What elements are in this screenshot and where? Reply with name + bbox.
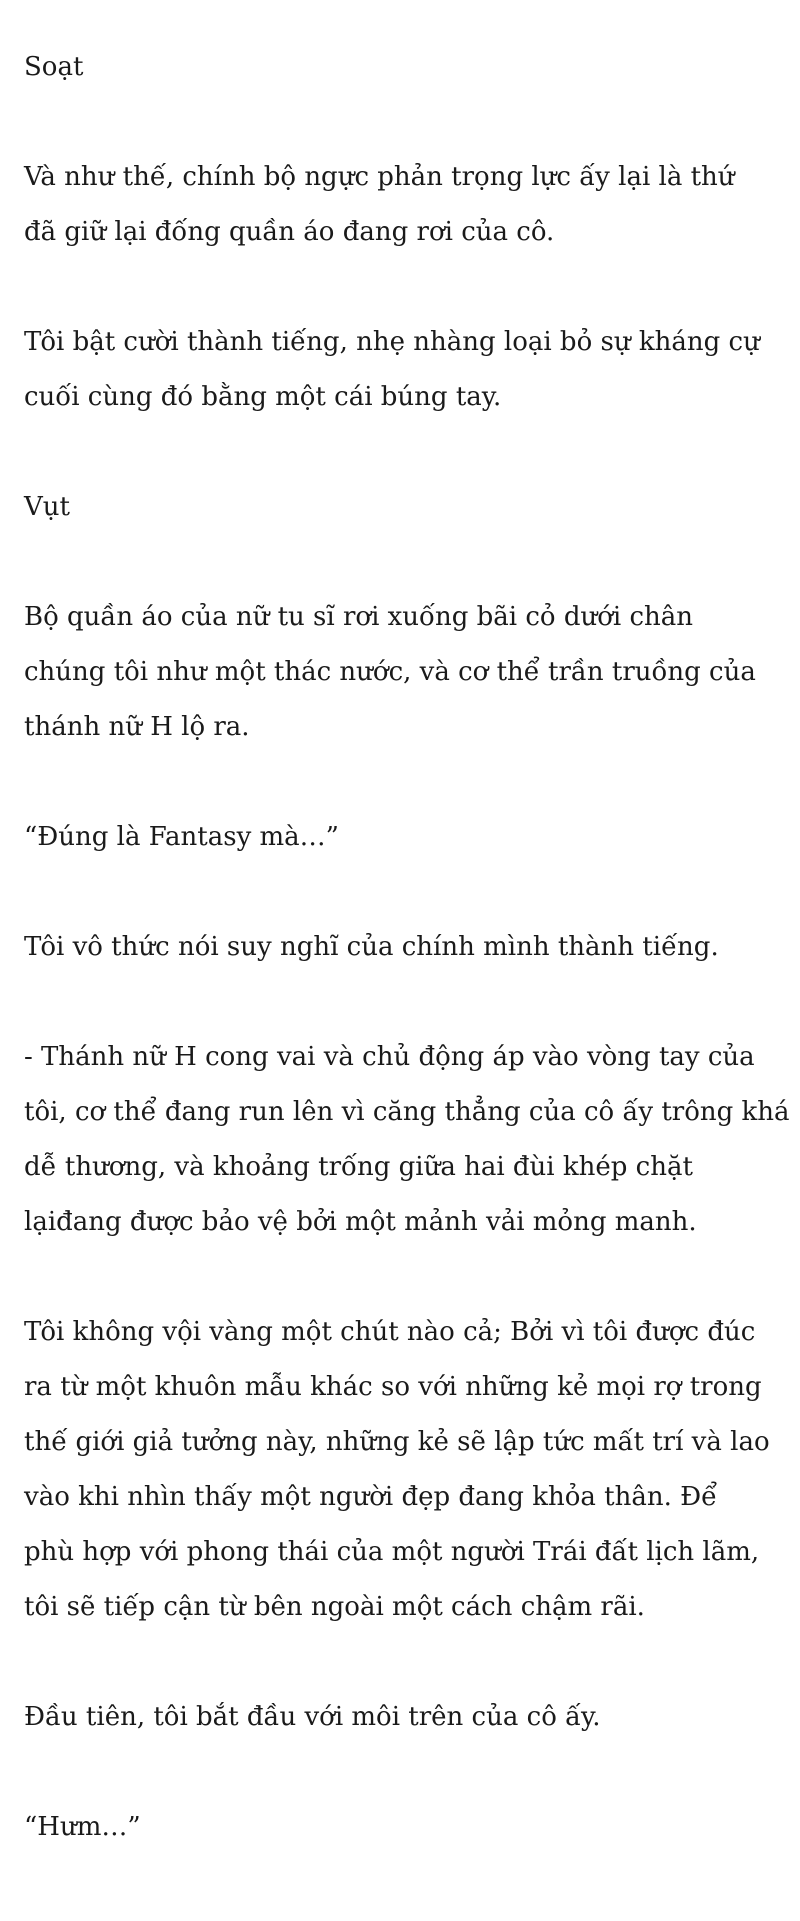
text-line: Vụt: [24, 492, 70, 522]
text-line: dễ thương, và khoảng trống giữa hai đùi khép chặt: [24, 1152, 693, 1182]
text-line: cuối cùng đó bằng một cái búng tay.: [24, 382, 502, 412]
paragraph-10: [24, 1690, 776, 1745]
text-line: ra từ một khuôn mẫu khác so với những kẻ mọi rợ trong: [24, 1372, 762, 1402]
text-line: Tôi vô thức nói suy nghĩ của chính mình thành tiếng.: [24, 932, 719, 962]
text-line: “Đúng là Fantasy mà…”: [24, 822, 339, 852]
paragraph-5: [24, 590, 776, 755]
text-line: - Thánh nữ H cong vai và chủ động áp vào vòng tay của: [24, 1042, 755, 1072]
paragraph-11: [24, 1800, 776, 1855]
paragraph-6: [24, 810, 776, 865]
paragraph-8: [24, 1030, 790, 1250]
paragraph-3: [24, 315, 776, 425]
text-line: đã giữ lại đống quần áo đang rơi của cô.: [24, 217, 555, 247]
text-line: Và như thế, chính bộ ngực phản trọng lực ấy lại là thứ: [24, 162, 735, 192]
text-line: vào khi nhìn thấy một người đẹp đang khỏa thân. Để: [24, 1482, 718, 1512]
text-line: chúng tôi như một thác nước, và cơ thể trần truồng của: [24, 657, 756, 687]
text-line: “Hưm…”: [24, 1812, 141, 1842]
paragraph-1: [24, 40, 776, 95]
paragraph-7: [24, 920, 776, 975]
text-line: Soạt: [24, 52, 84, 82]
paragraph-9: [24, 1305, 776, 1635]
text-line: tôi, cơ thể đang run lên vì căng thẳng của cô ấy trông khá: [24, 1097, 790, 1127]
text-line: tôi sẽ tiếp cận từ bên ngoài một cách chậm rãi.: [24, 1592, 645, 1622]
paragraph-4: [24, 480, 776, 535]
text-line: Bộ quần áo của nữ tu sĩ rơi xuống bãi cỏ dưới chân: [24, 602, 693, 632]
text-line: phù hợp với phong thái của một người Trái đất lịch lãm,: [24, 1537, 760, 1567]
text-line: thánh nữ H lộ ra.: [24, 712, 250, 742]
text-line: Tôi bật cười thành tiếng, nhẹ nhàng loại bỏ sự kháng cự: [24, 327, 760, 357]
paragraph-2: [24, 150, 776, 260]
text-line: thế giới giả tưởng này, những kẻ sẽ lập tức mất trí và lao: [24, 1427, 770, 1457]
text-line: Tôi không vội vàng một chút nào cả; Bởi vì tôi được đúc: [24, 1317, 756, 1347]
text-line: Đầu tiên, tôi bắt đầu với môi trên của cô ấy.: [24, 1702, 601, 1732]
text-line: lạiđang được bảo vệ bởi một mảnh vải mỏng manh.: [24, 1207, 697, 1237]
